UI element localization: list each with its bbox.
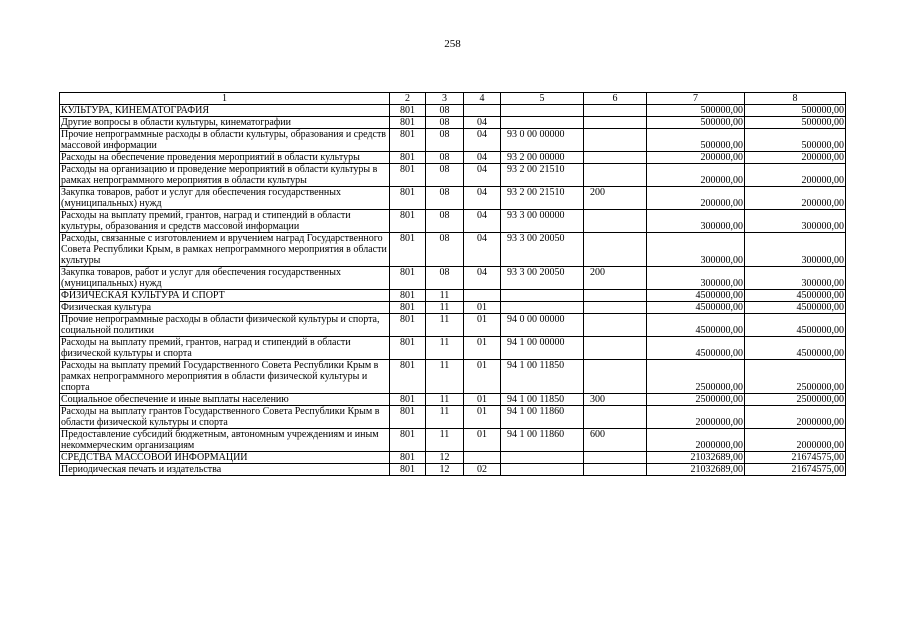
cell-c6: [584, 406, 647, 429]
row-name-cell: Прочие непрограммные расходы в области физической культуры и спорта, социальной политики: [60, 314, 390, 337]
cell-c7: 4500000,00: [647, 302, 745, 314]
cell-c8: 2500000,00: [745, 360, 846, 394]
cell-c7: 4500000,00: [647, 337, 745, 360]
table-row: [60, 210, 846, 233]
cell-c4: 01: [464, 302, 501, 314]
cell-c4: 04: [464, 129, 501, 152]
cell-c3: 11: [426, 394, 464, 406]
table-row: [60, 233, 846, 267]
cell-c3: 08: [426, 164, 464, 187]
cell-c5: 93 3 00 20050: [501, 233, 584, 267]
cell-c5: 94 0 00 00000: [501, 314, 584, 337]
cell-c8: 2000000,00: [745, 429, 846, 452]
cell-c4: 04: [464, 267, 501, 290]
cell-c4: 01: [464, 314, 501, 337]
cell-c6: 300: [584, 394, 647, 406]
cell-c5: 93 2 00 21510: [501, 164, 584, 187]
row-name-cell: Социальное обеспечение и иные выплаты населению: [60, 394, 390, 406]
row-name-cell: ФИЗИЧЕСКАЯ КУЛЬТУРА И СПОРТ: [60, 290, 390, 302]
table-row: [60, 429, 846, 452]
row-name-cell: СРЕДСТВА МАССОВОЙ ИНФОРМАЦИИ: [60, 452, 390, 464]
cell-c4: 01: [464, 406, 501, 429]
table-row: [60, 337, 846, 360]
cell-c6: 200: [584, 267, 647, 290]
column-header: 2: [390, 93, 426, 105]
cell-c3: 11: [426, 360, 464, 394]
cell-c7: 200000,00: [647, 164, 745, 187]
cell-c5: [501, 117, 584, 129]
cell-c2: 801: [390, 117, 426, 129]
budget-table: [59, 92, 846, 476]
column-header: 6: [584, 93, 647, 105]
table-row: [60, 464, 846, 476]
cell-c2: 801: [390, 302, 426, 314]
cell-c2: 801: [390, 210, 426, 233]
cell-c8: 200000,00: [745, 164, 846, 187]
cell-c5: [501, 302, 584, 314]
cell-c8: 200000,00: [745, 152, 846, 164]
page-number: 258: [444, 38, 461, 50]
cell-c4: 04: [464, 164, 501, 187]
table-row: [60, 105, 846, 117]
cell-c4: [464, 290, 501, 302]
table-row: [60, 360, 846, 394]
cell-c3: 11: [426, 290, 464, 302]
cell-c5: 93 2 00 21510: [501, 187, 584, 210]
table-row: [60, 452, 846, 464]
cell-c5: [501, 290, 584, 302]
cell-c6: 600: [584, 429, 647, 452]
cell-c5: 94 1 00 11860: [501, 406, 584, 429]
cell-c6: [584, 164, 647, 187]
column-header: 3: [426, 93, 464, 105]
cell-c7: 300000,00: [647, 267, 745, 290]
cell-c3: 08: [426, 129, 464, 152]
cell-c5: 94 1 00 11860: [501, 429, 584, 452]
row-name-cell: Закупка товаров, работ и услуг для обеспечения государственных (муниципальных) нужд: [60, 187, 390, 210]
table-row: [60, 152, 846, 164]
cell-c7: 2000000,00: [647, 429, 745, 452]
cell-c2: 801: [390, 267, 426, 290]
table-row: [60, 129, 846, 152]
cell-c4: [464, 105, 501, 117]
column-header: 4: [464, 93, 501, 105]
table-row: [60, 267, 846, 290]
cell-c2: 801: [390, 233, 426, 267]
cell-c2: 801: [390, 290, 426, 302]
cell-c5: 94 1 00 11850: [501, 394, 584, 406]
cell-c8: 4500000,00: [745, 290, 846, 302]
cell-c4: 01: [464, 429, 501, 452]
cell-c7: 2500000,00: [647, 394, 745, 406]
cell-c8: 500000,00: [745, 129, 846, 152]
cell-c7: 21032689,00: [647, 464, 745, 476]
cell-c6: [584, 337, 647, 360]
row-name-cell: КУЛЬТУРА, КИНЕМАТОГРАФИЯ: [60, 105, 390, 117]
cell-c8: 200000,00: [745, 187, 846, 210]
cell-c4: [464, 452, 501, 464]
row-name-cell: Физическая культура: [60, 302, 390, 314]
cell-c2: 801: [390, 452, 426, 464]
cell-c7: 2000000,00: [647, 406, 745, 429]
cell-c8: 21674575,00: [745, 452, 846, 464]
row-name-cell: Предоставление субсидий бюджетным, автономным учреждениям и иным некоммерческим организациям: [60, 429, 390, 452]
table-row: [60, 290, 846, 302]
row-name-cell: Расходы на обеспечение проведения мероприятий в области культуры: [60, 152, 390, 164]
cell-c3: 08: [426, 187, 464, 210]
column-header: 5: [501, 93, 584, 105]
cell-c6: [584, 464, 647, 476]
row-name-cell: Расходы на выплату грантов Государственного Совета Республики Крым в области физической культуры и спорта: [60, 406, 390, 429]
cell-c7: 2500000,00: [647, 360, 745, 394]
cell-c3: 12: [426, 464, 464, 476]
table-row: [60, 187, 846, 210]
row-name-cell: Расходы на выплату премий, грантов, наград и стипендий в области культуры, образования и средств массовой информации: [60, 210, 390, 233]
column-header: 8: [745, 93, 846, 105]
cell-c3: 08: [426, 210, 464, 233]
table-row: [60, 406, 846, 429]
cell-c3: 08: [426, 267, 464, 290]
cell-c8: 2500000,00: [745, 394, 846, 406]
cell-c4: 02: [464, 464, 501, 476]
cell-c5: 93 2 00 00000: [501, 152, 584, 164]
cell-c3: 11: [426, 302, 464, 314]
cell-c4: 01: [464, 360, 501, 394]
cell-c2: 801: [390, 360, 426, 394]
cell-c8: 4500000,00: [745, 337, 846, 360]
column-header: 1: [60, 93, 390, 105]
cell-c6: [584, 152, 647, 164]
cell-c8: 4500000,00: [745, 302, 846, 314]
cell-c2: 801: [390, 394, 426, 406]
cell-c8: 300000,00: [745, 210, 846, 233]
cell-c4: 04: [464, 187, 501, 210]
cell-c2: 801: [390, 464, 426, 476]
cell-c5: [501, 105, 584, 117]
cell-c3: 08: [426, 152, 464, 164]
cell-c6: [584, 129, 647, 152]
cell-c3: 08: [426, 233, 464, 267]
cell-c2: 801: [390, 105, 426, 117]
cell-c3: 08: [426, 117, 464, 129]
row-name-cell: Расходы на выплату премий, грантов, наград и стипендий в области физической культуры и спорта: [60, 337, 390, 360]
cell-c7: 500000,00: [647, 105, 745, 117]
cell-c7: 21032689,00: [647, 452, 745, 464]
cell-c8: 500000,00: [745, 105, 846, 117]
cell-c8: 2000000,00: [745, 406, 846, 429]
row-name-cell: Расходы, связанные с изготовлением и вручением наград Государственного Совета Республики Крым, в рамках непрограммного мероприятия в области культуры: [60, 233, 390, 267]
cell-c4: 04: [464, 152, 501, 164]
cell-c3: 11: [426, 314, 464, 337]
row-name-cell: Периодическая печать и издательства: [60, 464, 390, 476]
cell-c6: [584, 314, 647, 337]
cell-c5: [501, 452, 584, 464]
cell-c7: 4500000,00: [647, 290, 745, 302]
table-row: [60, 117, 846, 129]
cell-c7: 200000,00: [647, 152, 745, 164]
cell-c5: 94 1 00 11850: [501, 360, 584, 394]
row-name-cell: Закупка товаров, работ и услуг для обеспечения государственных (муниципальных) нужд: [60, 267, 390, 290]
cell-c8: 300000,00: [745, 267, 846, 290]
cell-c6: [584, 210, 647, 233]
cell-c7: 500000,00: [647, 117, 745, 129]
cell-c5: 93 0 00 00000: [501, 129, 584, 152]
cell-c3: 11: [426, 429, 464, 452]
cell-c6: [584, 105, 647, 117]
cell-c6: [584, 302, 647, 314]
table-row: [60, 314, 846, 337]
cell-c2: 801: [390, 429, 426, 452]
cell-c4: 04: [464, 117, 501, 129]
table-row: [60, 164, 846, 187]
cell-c3: 08: [426, 105, 464, 117]
table-row: [60, 394, 846, 406]
cell-c6: [584, 290, 647, 302]
cell-c8: 500000,00: [745, 117, 846, 129]
cell-c4: 04: [464, 233, 501, 267]
cell-c5: 93 3 00 20050: [501, 267, 584, 290]
cell-c7: 4500000,00: [647, 314, 745, 337]
cell-c7: 300000,00: [647, 210, 745, 233]
cell-c8: 300000,00: [745, 233, 846, 267]
cell-c8: 21674575,00: [745, 464, 846, 476]
cell-c7: 200000,00: [647, 187, 745, 210]
cell-c4: 04: [464, 210, 501, 233]
cell-c2: 801: [390, 129, 426, 152]
cell-c2: 801: [390, 187, 426, 210]
cell-c3: 12: [426, 452, 464, 464]
cell-c6: [584, 117, 647, 129]
cell-c2: 801: [390, 337, 426, 360]
cell-c6: [584, 233, 647, 267]
cell-c7: 500000,00: [647, 129, 745, 152]
cell-c6: 200: [584, 187, 647, 210]
row-name-cell: Расходы на выплату премий Государственного Совета Республики Крым в рамках непрограммного мероприятия в области физической культуры и спорта: [60, 360, 390, 394]
row-name-cell: Другие вопросы в области культуры, кинематографии: [60, 117, 390, 129]
cell-c6: [584, 360, 647, 394]
cell-c5: 93 3 00 00000: [501, 210, 584, 233]
table-header-row: [60, 93, 846, 105]
cell-c2: 801: [390, 406, 426, 429]
cell-c8: 4500000,00: [745, 314, 846, 337]
cell-c4: 01: [464, 394, 501, 406]
row-name-cell: Прочие непрограммные расходы в области культуры, образования и средств массовой информации: [60, 129, 390, 152]
column-header: 7: [647, 93, 745, 105]
cell-c3: 11: [426, 337, 464, 360]
cell-c6: [584, 452, 647, 464]
cell-c2: 801: [390, 314, 426, 337]
cell-c2: 801: [390, 164, 426, 187]
cell-c3: 11: [426, 406, 464, 429]
cell-c2: 801: [390, 152, 426, 164]
cell-c7: 300000,00: [647, 233, 745, 267]
cell-c5: [501, 464, 584, 476]
row-name-cell: Расходы на организацию и проведение мероприятий в области культуры в рамках непрограммного мероприятия в области культуры: [60, 164, 390, 187]
table-row: [60, 302, 846, 314]
cell-c4: 01: [464, 337, 501, 360]
cell-c5: 94 1 00 00000: [501, 337, 584, 360]
